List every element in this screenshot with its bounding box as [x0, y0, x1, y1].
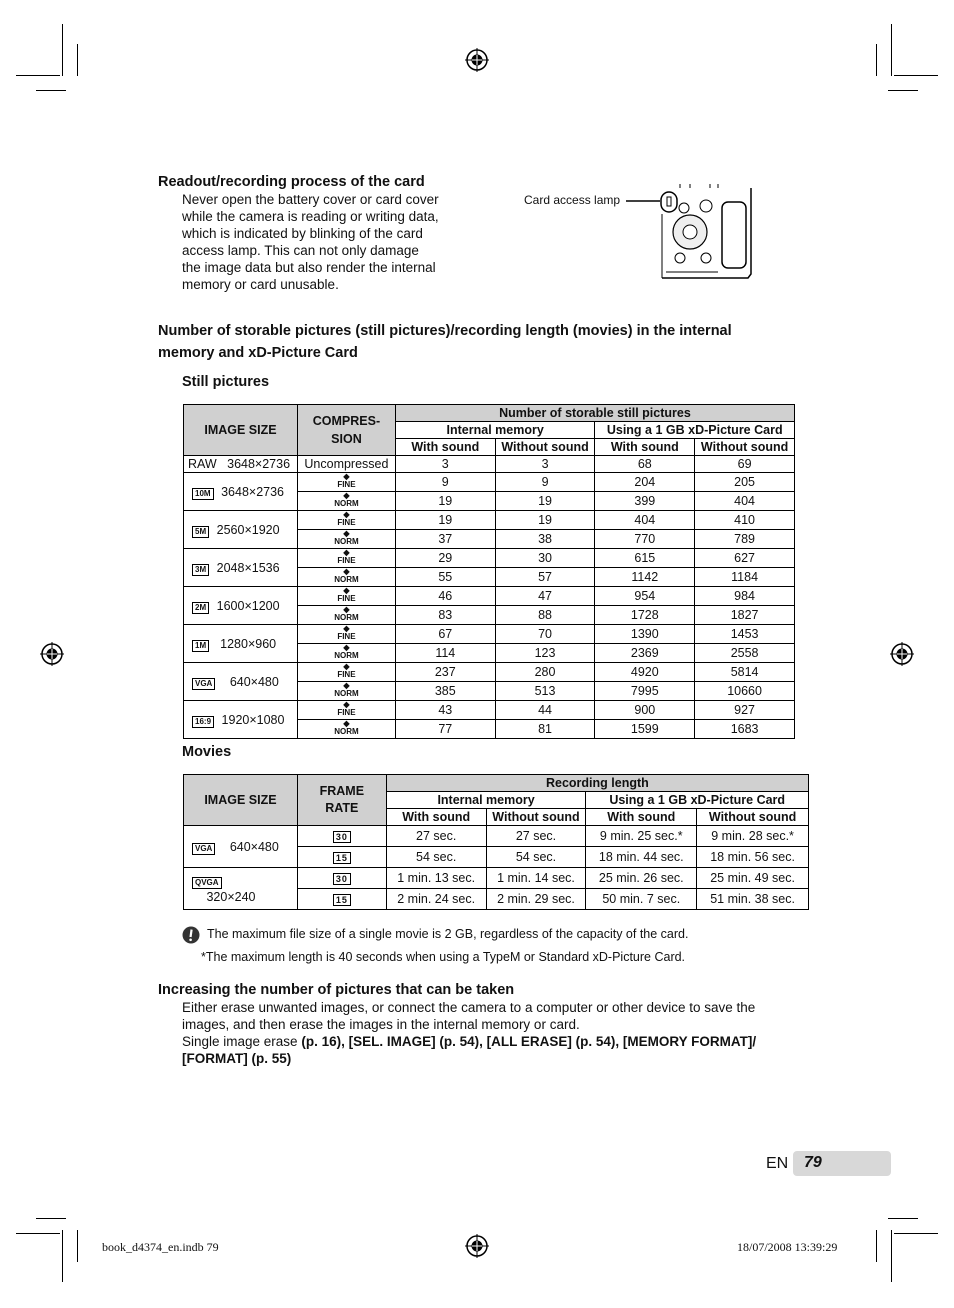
value-cell: 81 — [495, 720, 595, 739]
value-cell: 10660 — [695, 682, 795, 701]
table-row — [184, 868, 809, 889]
value-cell: 123 — [495, 644, 595, 663]
value-cell: 47 — [495, 587, 595, 606]
table-row — [184, 549, 795, 568]
section-heading: Readout/recording process of the card — [158, 174, 425, 190]
image-size-cell — [184, 473, 298, 511]
value-cell: 2 min. 24 sec. — [386, 889, 486, 910]
compression-cell: Uncompressed — [297, 456, 395, 473]
resolution-value: 3648×2736 — [221, 484, 285, 499]
text-line: Single image erase (p. 16), [SEL. IMAGE] (p. 54), [ALL ERASE] (p. 54), [MEMORY FORMAT]/ — [182, 1034, 757, 1049]
crop-mark — [888, 1218, 918, 1219]
fine-quality-icon: ◆ FINE — [337, 700, 356, 717]
frame-rate-icon: 15 — [333, 894, 351, 906]
movies-title: Movies — [182, 744, 232, 760]
value-cell: 25 min. 49 sec. — [697, 868, 809, 889]
frame-rate-cell — [297, 889, 386, 910]
compression-cell — [297, 720, 395, 739]
compression-cell — [297, 663, 395, 682]
footer-timestamp: 18/07/2008 13:39:29 — [737, 1240, 838, 1254]
resolution-value: 1920×1080 — [221, 712, 285, 727]
crop-mark — [876, 1230, 877, 1262]
value-cell: 19 — [495, 492, 595, 511]
normal-quality-icon: ◆ NORM — [334, 567, 359, 584]
value-cell: 513 — [495, 682, 595, 701]
table-row — [184, 511, 795, 530]
value-cell: 205 — [695, 473, 795, 492]
size-icon: VGA — [192, 678, 215, 690]
table-row — [184, 663, 795, 682]
image-size-cell — [184, 549, 298, 587]
increase-pictures-text — [182, 999, 822, 1067]
table-row — [184, 587, 795, 606]
value-cell: 1728 — [595, 606, 695, 625]
without-sound-header: Without sound — [697, 809, 809, 826]
card-warning-text — [182, 191, 472, 293]
section-heading: Increasing the number of pictures that can be taken — [158, 982, 515, 998]
value-cell: 399 — [595, 492, 695, 511]
compression-cell — [297, 530, 395, 549]
internal-header: Internal memory — [395, 422, 595, 439]
crop-mark — [891, 1230, 892, 1282]
resolution-value: 640×480 — [229, 674, 279, 689]
table-row — [184, 456, 795, 473]
image-size-cell — [184, 868, 298, 910]
frame-rate-cell — [297, 847, 386, 868]
value-cell: 404 — [695, 492, 795, 511]
compression-cell — [297, 682, 395, 701]
value-cell: 114 — [395, 644, 495, 663]
table-row — [184, 473, 795, 492]
image-size-cell — [184, 511, 298, 549]
without-sound-header: Without sound — [695, 439, 795, 456]
image-size-cell: RAW 3648×2736 — [184, 456, 298, 473]
value-cell: 70 — [495, 625, 595, 644]
with-sound-header: With sound — [395, 439, 495, 456]
value-cell: 2558 — [695, 644, 795, 663]
with-sound-header: With sound — [586, 809, 697, 826]
value-cell: 1599 — [595, 720, 695, 739]
fine-quality-icon: ◆ FINE — [337, 586, 356, 603]
value-cell: 237 — [395, 663, 495, 682]
crop-mark — [894, 1233, 938, 1234]
fine-quality-icon: ◆ FINE — [337, 662, 356, 679]
frame-rate-icon: 15 — [333, 852, 351, 864]
value-cell: 789 — [695, 530, 795, 549]
value-cell: 83 — [395, 606, 495, 625]
compression-cell — [297, 625, 395, 644]
value-cell: 50 min. 7 sec. — [586, 889, 697, 910]
image-size-header: IMAGE SIZE — [184, 405, 298, 456]
frame-rate-cell — [297, 868, 386, 889]
value-cell: 43 — [395, 701, 495, 720]
size-icon: 2M — [192, 602, 209, 614]
value-cell: 19 — [495, 511, 595, 530]
note-text: The maximum file size of a single movie is 2 GB, regardless of the capacity of the card. — [207, 927, 689, 941]
value-cell: 77 — [395, 720, 495, 739]
registration-mark-icon — [40, 642, 64, 666]
fine-quality-icon: ◆ FINE — [337, 624, 356, 641]
page-number-box — [793, 1151, 891, 1176]
text-line: memory or card unusable. — [182, 277, 339, 292]
resolution-value: 2560×1920 — [216, 522, 280, 537]
value-cell: 18 min. 56 sec. — [697, 847, 809, 868]
crop-mark — [894, 75, 938, 76]
value-cell: 7995 — [595, 682, 695, 701]
table-row — [184, 701, 795, 720]
value-cell: 37 — [395, 530, 495, 549]
value-cell: 9 — [395, 473, 495, 492]
value-cell: 900 — [595, 701, 695, 720]
text-line: Never open the battery cover or card cover — [182, 192, 439, 207]
value-cell: 30 — [495, 549, 595, 568]
compression-header: COMPRES- SION — [297, 405, 395, 456]
value-cell: 2 min. 29 sec. — [486, 889, 586, 910]
value-cell: 5814 — [695, 663, 795, 682]
value-cell: 385 — [395, 682, 495, 701]
frame-rate-header: FRAME RATE — [297, 775, 386, 826]
size-icon: 3M — [192, 564, 209, 576]
registration-mark-icon — [465, 1234, 489, 1258]
resolution-value: 1600×1200 — [216, 598, 280, 613]
image-size-cell — [184, 826, 298, 868]
value-cell: 954 — [595, 587, 695, 606]
fine-quality-icon: ◆ FINE — [337, 548, 356, 565]
compression-cell — [297, 492, 395, 511]
crop-mark — [891, 24, 892, 76]
compression-cell — [297, 549, 395, 568]
still-pictures-title: Still pictures — [182, 374, 270, 390]
size-icon: 5M — [192, 526, 209, 538]
footnote-text: *The maximum length is 40 seconds when using a TypeM or Standard xD-Picture Card. — [201, 950, 686, 964]
table-row — [184, 625, 795, 644]
value-cell: 69 — [695, 456, 795, 473]
footer-file-name: book_d4374_en.indb 79 — [102, 1240, 219, 1254]
number-header: Number of storable still pictures — [395, 405, 794, 422]
fine-quality-icon: ◆ FINE — [337, 510, 356, 527]
value-cell: 4920 — [595, 663, 695, 682]
with-sound-header: With sound — [595, 439, 695, 456]
text-line: the image data but also render the internal — [182, 260, 436, 275]
language-code: EN — [766, 1155, 789, 1172]
value-cell: 88 — [495, 606, 595, 625]
recording-header: Recording length — [386, 775, 808, 792]
value-cell: 984 — [695, 587, 795, 606]
without-sound-header: Without sound — [486, 809, 586, 826]
value-cell: 9 min. 25 sec.* — [586, 826, 697, 847]
still-pictures-table — [183, 404, 795, 739]
value-cell: 27 sec. — [486, 826, 586, 847]
page-number: 79 — [804, 1154, 822, 1171]
resolution-value: 1280×960 — [220, 636, 277, 651]
normal-quality-icon: ◆ NORM — [334, 681, 359, 698]
text-line: [FORMAT] (p. 55) — [182, 1051, 292, 1066]
value-cell: 51 min. 38 sec. — [697, 889, 809, 910]
image-size-cell — [184, 663, 298, 701]
value-cell: 55 — [395, 568, 495, 587]
table-row — [184, 826, 809, 847]
value-cell: 68 — [595, 456, 695, 473]
size-icon: 16:9 — [192, 716, 214, 728]
value-cell: 54 sec. — [386, 847, 486, 868]
text-line: access lamp. This can not only damage — [182, 243, 419, 258]
storable-pictures-heading — [158, 320, 732, 364]
crop-mark — [36, 1218, 66, 1219]
size-icon: QVGA — [192, 877, 222, 889]
crop-mark — [77, 44, 78, 76]
value-cell: 38 — [495, 530, 595, 549]
value-cell: 1683 — [695, 720, 795, 739]
crop-mark — [16, 1233, 60, 1234]
crop-mark — [62, 1230, 63, 1282]
crop-mark — [876, 44, 877, 76]
lamp-label: Card access lamp — [524, 193, 621, 207]
value-cell: 2369 — [595, 644, 695, 663]
value-cell: 25 min. 26 sec. — [586, 868, 697, 889]
card-header: Using a 1 GB xD-Picture Card — [595, 422, 795, 439]
resolution-value: 320×240 — [206, 889, 256, 904]
fine-quality-icon: ◆ FINE — [337, 472, 356, 489]
crop-mark — [62, 24, 63, 76]
value-cell: 54 sec. — [486, 847, 586, 868]
compression-cell — [297, 473, 395, 492]
size-icon: VGA — [192, 843, 215, 855]
size-icon: 1M — [192, 640, 209, 652]
heading-line: Number of storable pictures (still pictures)/recording length (movies) in the internal — [158, 323, 732, 339]
registration-mark-icon — [890, 642, 914, 666]
frame-rate-icon: 30 — [333, 831, 351, 843]
registration-mark-icon — [465, 48, 489, 72]
card-header: Using a 1 GB xD-Picture Card — [586, 792, 809, 809]
image-size-cell — [184, 587, 298, 625]
value-cell: 1 min. 14 sec. — [486, 868, 586, 889]
value-cell: 404 — [595, 511, 695, 530]
compression-cell — [297, 644, 395, 663]
value-cell: 19 — [395, 492, 495, 511]
value-cell: 57 — [495, 568, 595, 587]
text-line: while the camera is reading or writing data, — [182, 209, 439, 224]
text-line: Either erase unwanted images, or connect the camera to a computer or other device to save the — [182, 1000, 756, 1015]
image-size-cell — [184, 625, 298, 663]
value-cell: 19 — [395, 511, 495, 530]
value-cell: 3 — [395, 456, 495, 473]
value-cell: 410 — [695, 511, 795, 530]
value-cell: 29 — [395, 549, 495, 568]
text-line: which is indicated by blinking of the card — [182, 226, 423, 241]
image-size-header: IMAGE SIZE — [184, 775, 298, 826]
normal-quality-icon: ◆ NORM — [334, 643, 359, 660]
value-cell: 44 — [495, 701, 595, 720]
value-cell: 9 min. 28 sec.* — [697, 826, 809, 847]
crop-mark — [888, 90, 918, 91]
size-icon: 10M — [192, 488, 214, 500]
internal-header: Internal memory — [386, 792, 586, 809]
value-cell: 1184 — [695, 568, 795, 587]
value-cell: 67 — [395, 625, 495, 644]
value-cell: 280 — [495, 663, 595, 682]
normal-quality-icon: ◆ NORM — [334, 605, 359, 622]
value-cell: 1453 — [695, 625, 795, 644]
value-cell: 18 min. 44 sec. — [586, 847, 697, 868]
crop-mark — [16, 75, 60, 76]
with-sound-header: With sound — [386, 809, 486, 826]
frame-rate-icon: 30 — [333, 873, 351, 885]
value-cell: 1827 — [695, 606, 795, 625]
compression-cell — [297, 511, 395, 530]
movies-table — [183, 774, 809, 910]
image-size-cell — [184, 701, 298, 739]
text-line: images, and then erase the images in the internal memory or card. — [182, 1017, 580, 1032]
compression-cell — [297, 701, 395, 720]
value-cell: 9 — [495, 473, 595, 492]
compression-cell — [297, 587, 395, 606]
without-sound-header: Without sound — [495, 439, 595, 456]
value-cell: 27 sec. — [386, 826, 486, 847]
resolution-value: 2048×1536 — [216, 560, 280, 575]
resolution-value: 640×480 — [229, 839, 279, 854]
value-cell: 1 min. 13 sec. — [386, 868, 486, 889]
normal-quality-icon: ◆ NORM — [334, 529, 359, 546]
frame-rate-cell — [297, 826, 386, 847]
value-cell: 1142 — [595, 568, 695, 587]
normal-quality-icon: ◆ NORM — [334, 491, 359, 508]
crop-mark — [77, 1230, 78, 1262]
camera-back-illustration — [626, 184, 756, 280]
heading-line: memory and xD-Picture Card — [158, 345, 358, 361]
compression-cell — [297, 568, 395, 587]
caution-icon — [182, 926, 200, 944]
value-cell: 927 — [695, 701, 795, 720]
value-cell: 627 — [695, 549, 795, 568]
value-cell: 1390 — [595, 625, 695, 644]
value-cell: 770 — [595, 530, 695, 549]
value-cell: 46 — [395, 587, 495, 606]
value-cell: 3 — [495, 456, 595, 473]
normal-quality-icon: ◆ NORM — [334, 719, 359, 736]
value-cell: 204 — [595, 473, 695, 492]
value-cell: 615 — [595, 549, 695, 568]
crop-mark — [36, 90, 66, 91]
compression-cell — [297, 606, 395, 625]
